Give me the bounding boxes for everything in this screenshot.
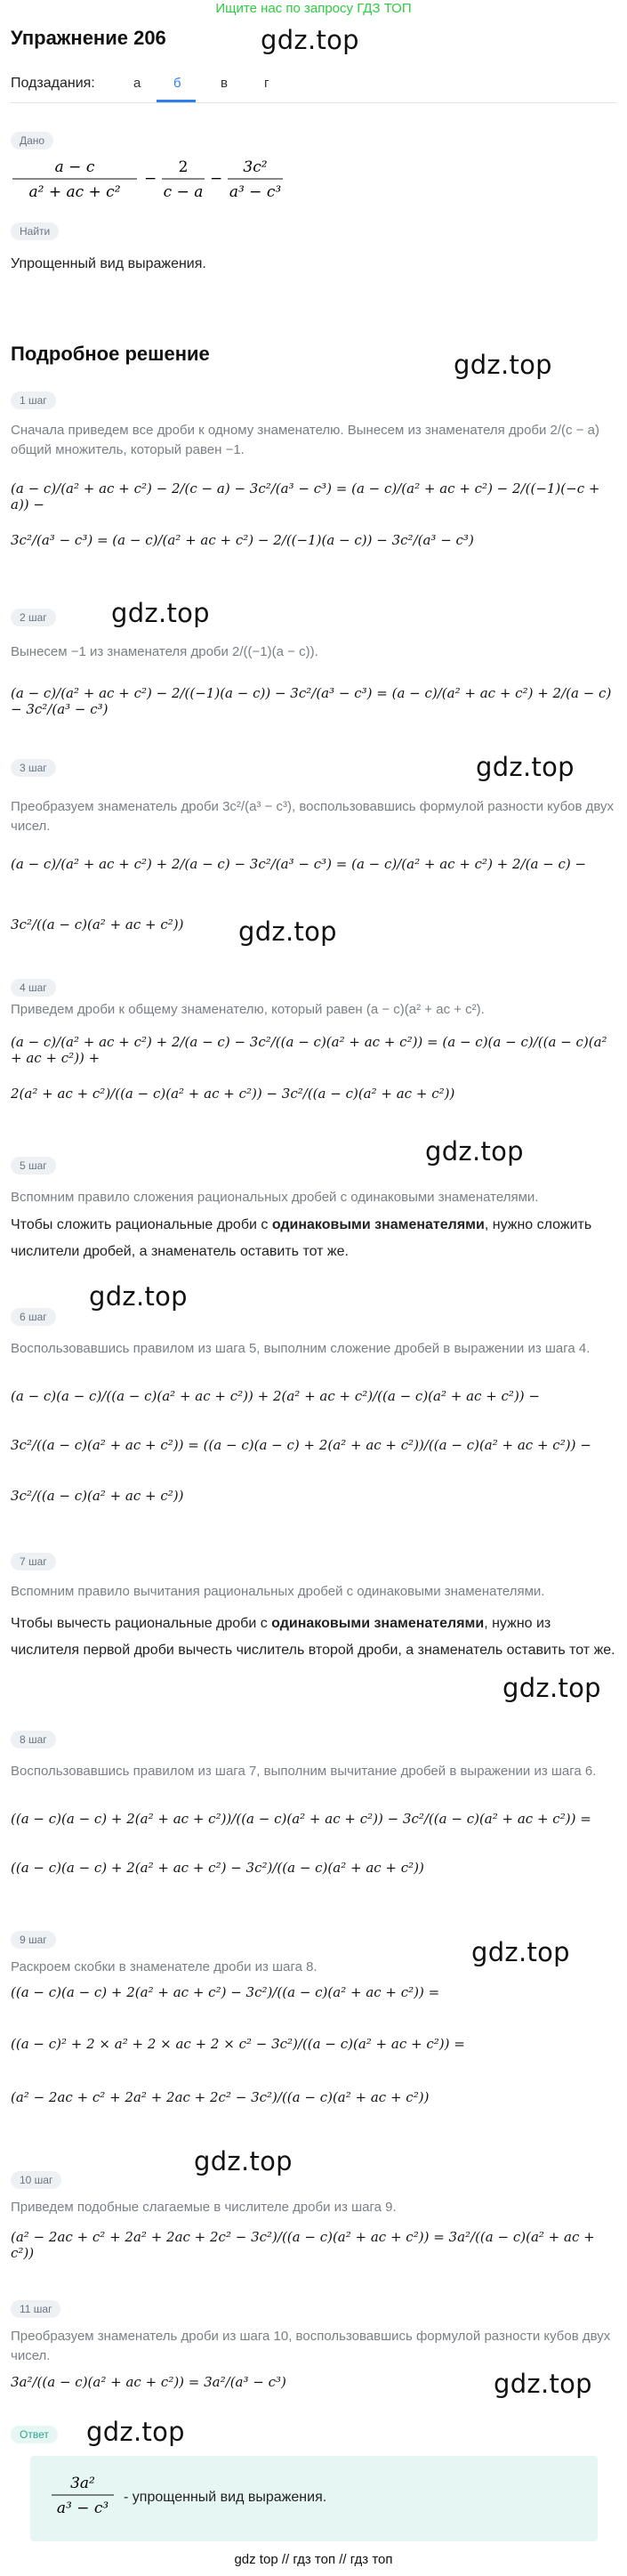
rule-text: Чтобы вычесть рациональные дроби с [11, 1616, 272, 1631]
step-7-rule [11, 1611, 615, 1664]
answer-expression [48, 2470, 121, 2528]
tab-g[interactable]: г [264, 76, 269, 91]
step-4-badge: 4 шаг [11, 979, 56, 997]
find-badge: Найти [11, 222, 59, 240]
watermark: gdz.top [476, 752, 575, 782]
active-tab-indicator [157, 100, 196, 102]
step-7-badge: 7 шаг [11, 1553, 56, 1571]
step-9-badge: 9 шаг [11, 1931, 56, 1949]
step-10-badge: 10 шаг [11, 2171, 61, 2189]
svg-text:2: 2 [178, 158, 189, 176]
given-expression [11, 154, 304, 212]
rule-text: , нужно из числителя первой дроби вычесть числитель второй дроби, а знаменатель оставить тот же. [11, 1616, 615, 1658]
step-4-line-2: 2(a² + ac + c²)/((a − c)(a² + ac + c²)) − 3c²/((a − c)(a² + ac + c²)) [11, 1086, 455, 1102]
step-9-text: Раскроем скобки в знаменателе дроби из шага 8. [11, 1959, 318, 1974]
svg-text:a − c: a − c [54, 158, 95, 176]
step-3-line-1: (a − c)/(a² + ac + c²) + 2/(a − c) − 3c²/(a³ − c³) = (a − c)/(a² + ac + c²) + 2/(a − c) − [11, 856, 587, 872]
svg-text:−: − [210, 170, 223, 188]
watermark: gdz.top [194, 2146, 293, 2176]
subtasks-label: Подзадания: [11, 76, 95, 91]
watermark: gdz.top [471, 1937, 570, 1967]
svg-text:a² + ac + c²: a² + ac + c² [28, 183, 121, 201]
step-10-text: Приведем подобные слагаемые в числителе дроби из шага 9. [11, 2200, 397, 2215]
svg-text:3a²: 3a² [70, 2475, 95, 2492]
svg-text:3c²: 3c² [243, 158, 268, 176]
step-7-text: Вспомним правило вычитания рациональных дробей с одинаковыми знаменателями. [11, 1584, 545, 1599]
step-11-text: Преобразуем знаменатель дроби из шага 10, воспользовавшись формулой разности кубов двух чисел. [11, 2329, 611, 2363]
step-2-line-1: (a − c)/(a² + ac + c²) − 2/((−1)(a − c)) − 3c²/(a³ − c³) = (a − c)/(a² + ac + c²) + 2/(a − c) − 3c²/(a³ − c³) [11, 685, 612, 717]
step-5-text: Вспомним правило сложения рациональных дробей с одинаковыми знаменателями. [11, 1190, 539, 1205]
watermark: gdz.top [111, 598, 210, 628]
svg-text:c − a: c − a [163, 183, 204, 201]
rule-text: , нужно сложить числители дробей, а знаменатель оставить тот же. [11, 1217, 592, 1259]
watermark: gdz.top [261, 25, 359, 55]
watermark: gdz.top [89, 1281, 188, 1312]
step-3-badge: 3 шаг [11, 759, 56, 777]
find-text: Упрощенный вид выражения. [11, 256, 206, 271]
watermark: gdz.top [454, 350, 552, 380]
page-title: Упражнение 206 [11, 27, 166, 49]
svg-text:a³ − c³: a³ − c³ [229, 183, 282, 201]
step-8-badge: 8 шаг [11, 1731, 56, 1748]
step-5-rule [11, 1212, 615, 1265]
rule-bold: одинаковыми знаменателями [271, 1616, 485, 1631]
step-6-text: Воспользовавшись правилом из шага 5, выполним сложение дробей в выражении из шага 4. [11, 1341, 591, 1356]
step-5-badge: 5 шаг [11, 1157, 56, 1175]
tab-a[interactable]: а [133, 76, 141, 91]
svg-text:−: − [144, 170, 157, 188]
step-1-text: Сначала приведем все дроби к одному знаменателю. Вынесем из знаменателя дроби 2/(c − a) общий множитель, который равен −1. [11, 423, 599, 457]
step-2-text: Вынесем −1 из знаменателя дроби 2/((−1)(a − c)). [11, 644, 318, 659]
rule-bold: одинаковыми знаменателями [271, 1217, 485, 1232]
step-6-line-1: (a − c)(a − c)/((a − c)(a² + ac + c²)) + 2(a² + ac + c²)/((a − c)(a² + ac + c²)) − [11, 1388, 540, 1404]
watermark: gdz.top [425, 1136, 524, 1167]
step-11-badge: 11 шаг [11, 2300, 60, 2318]
step-10-line-1: (a² − 2ac + c² + 2a² + 2ac + 2c² − 3c²)/((a − c)(a² + ac + c²)) = 3a²/((a − c)(a² + ac + c²)) [11, 2229, 595, 2261]
solution-title: Подробное решение [11, 343, 210, 365]
tabs-divider [11, 102, 616, 103]
step-6-badge: 6 шаг [11, 1308, 56, 1326]
given-badge: Дано [11, 132, 53, 149]
footer-links[interactable]: gdz top // гдз топ // гдз топ [234, 2552, 393, 2567]
top-banner[interactable]: Ищите нас по запросу ГДЗ ТОП [215, 1, 412, 16]
svg-text:a³ − c³: a³ − c³ [56, 2499, 109, 2517]
answer-badge: Ответ [11, 2426, 58, 2443]
watermark: gdz.top [86, 2417, 185, 2447]
step-1-line-1: (a − c)/(a² + ac + c²) − 2/(c − a) − 3c²/(a³ − c³) = (a − c)/(a² + ac + c²) − 2/((−1)(−c + a)) − [11, 480, 600, 513]
step-9-line-2: ((a − c)² + 2 × a² + 2 × ac + 2 × c² − 3c²)/((a − c)(a² + ac + c²)) = [11, 2036, 465, 2052]
step-3-text: Преобразуем знаменатель дроби 3c²/(a³ − c³), воспользовавшись формулой разности кубов двух чисел. [11, 799, 615, 834]
step-2-badge: 2 шаг [11, 609, 56, 626]
tab-b[interactable]: б [173, 76, 181, 91]
step-1-badge: 1 шаг [11, 392, 56, 409]
step-8-text: Воспользовавшись правилом из шага 7, выполним вычитание дробей в выражении из шага 6. [11, 1764, 597, 1779]
step-4-line-1: (a − c)/(a² + ac + c²) + 2/(a − c) − 3c²/((a − c)(a² + ac + c²)) = (a − c)(a − c)/((a − c)(a² + ac + c²)) + [11, 1034, 607, 1066]
step-4-text: Приведем дроби к общему знаменателю, который равен (a − c)(a² + ac + c²). [11, 1002, 485, 1017]
step-3-line-2: 3c²/((a − c)(a² + ac + c²)) [11, 917, 184, 933]
step-1-line-2: 3c²/(a³ − c³) = (a − c)/(a² + ac + c²) − 2/((−1)(a − c)) − 3c²/(a³ − c³) [11, 532, 474, 548]
answer-text: - упрощенный вид выражения. [124, 2490, 327, 2505]
step-6-line-3: 3c²/((a − c)(a² + ac + c²)) [11, 1488, 184, 1504]
watermark: gdz.top [238, 917, 337, 947]
step-11-line-1: 3a²/((a − c)(a² + ac + c²)) = 3a²/(a³ − c³) [11, 2374, 286, 2390]
step-6-line-2: 3c²/((a − c)(a² + ac + c²)) = ((a − c)(a − c) + 2(a² + ac + c²))/((a − c)(a² + ac + c²)) − [11, 1437, 591, 1453]
step-9-line-1: ((a − c)(a − c) + 2(a² + ac + c²) − 3c²)/((a − c)(a² + ac + c²)) = [11, 1984, 440, 2000]
watermark: gdz.top [502, 1673, 601, 1703]
answer-box [30, 2456, 598, 2541]
step-8-line-2: ((a − c)(a − c) + 2(a² + ac + c²) − 3c²)/((a − c)(a² + ac + c²)) [11, 1860, 424, 1876]
step-8-line-1: ((a − c)(a − c) + 2(a² + ac + c²))/((a − c)(a² + ac + c²)) − 3c²/((a − c)(a² + ac + c²)) = [11, 1811, 591, 1827]
rule-text: Чтобы сложить рациональные дроби с [11, 1217, 272, 1232]
step-9-line-3: (a² − 2ac + c² + 2a² + 2ac + 2c² − 3c²)/((a − c)(a² + ac + c²)) [11, 2089, 430, 2105]
watermark: gdz.top [494, 2369, 592, 2399]
tab-v[interactable]: в [221, 76, 228, 91]
